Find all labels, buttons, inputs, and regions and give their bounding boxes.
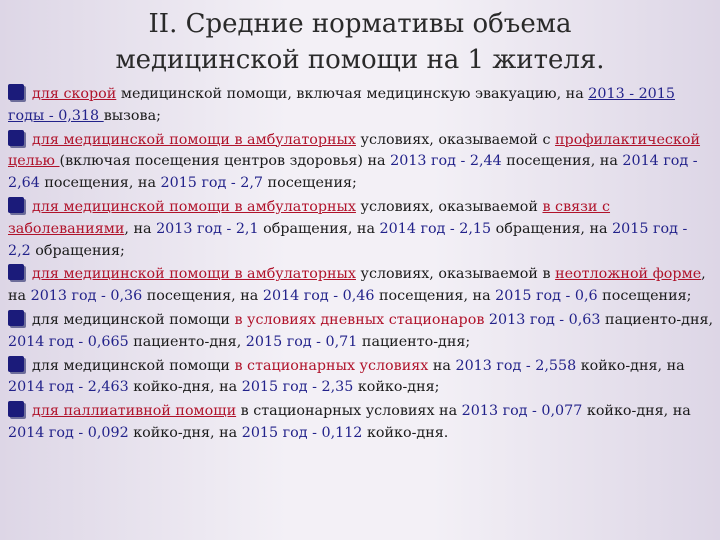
text-run: для медицинской помощи (32, 357, 235, 374)
square-bullet-icon (8, 84, 24, 100)
list-item (8, 130, 714, 195)
list-item (8, 197, 714, 262)
list-item (8, 264, 714, 308)
text-run: 2014 год - 2,64 (8, 153, 698, 192)
text-run: обращения; (30, 242, 125, 259)
text-run: койко-дня, на (576, 357, 685, 374)
text-run: 2013 год - 0,63 (488, 311, 601, 328)
text-run: койко-дня. (362, 424, 449, 441)
text-run: пациенто-дня; (357, 333, 471, 350)
text-run: для медицинской помощи в амбулаторных (32, 131, 356, 148)
bullet-list (8, 84, 714, 447)
list-item-text (8, 266, 706, 304)
text-run: 2013 год - 2,44 (390, 153, 502, 170)
square-bullet-icon (8, 310, 24, 326)
text-run: для паллиативной помощи (32, 403, 237, 420)
text-run: обращения, на (491, 220, 613, 237)
text-run: условиях, оказываемой с (355, 131, 556, 148)
text-run: вызова; (103, 107, 161, 124)
square-bullet-icon (8, 356, 24, 372)
list-item-text (8, 199, 687, 259)
text-run: посещения, на (374, 288, 496, 305)
text-run: 2014 год - 2,15 (379, 220, 492, 237)
text-run: 2013 год - 2,1 (156, 220, 259, 237)
text-run: для скорой (32, 86, 117, 102)
text-run: неотложной форме (555, 266, 702, 283)
square-bullet-icon (8, 130, 24, 146)
text-run: 2015 год - 0,6 (495, 288, 598, 305)
text-run: условиях, оказываемой в (355, 266, 556, 283)
list-item (8, 401, 714, 445)
text-run: посещения, на (39, 175, 161, 192)
text-run: для медицинской помощи в амбулаторных (32, 266, 356, 283)
text-run: койко-дня; (353, 379, 440, 396)
list-item (8, 356, 714, 400)
text-run: посещения, на (142, 288, 263, 305)
list-item-text (8, 403, 691, 441)
square-bullet-icon (8, 401, 24, 417)
list-item-text (8, 358, 685, 396)
list-item (8, 84, 714, 128)
text-run: 2015 год - 2,2 (8, 220, 688, 259)
text-run: койко-дня, на (582, 403, 691, 420)
text-run: пациенто-дня, (600, 311, 714, 328)
square-bullet-icon (8, 197, 24, 213)
text-run: 2013 - 2015 годы - 0,318 (8, 86, 675, 124)
text-run: медицинской помощи, включая медицинскую эвакуацию, на (116, 86, 589, 102)
title-line-2: медицинской помощи на 1 жителя. (115, 45, 605, 75)
list-item-text (8, 132, 700, 192)
text-run: 2015 год - 2,7 (160, 175, 264, 192)
text-run: обращения, на (258, 220, 380, 237)
text-run: 2014 год - 0,665 (8, 333, 129, 350)
text-run: 2013 год - 2,558 (455, 357, 577, 374)
text-run: профилактической целью (8, 131, 701, 170)
text-run: в стационарных условиях (234, 357, 429, 374)
text-run: в стационарных условиях на (236, 403, 462, 420)
text-run: койко-дня, на (128, 379, 242, 396)
text-run: 2015 год - 0,112 (241, 424, 363, 441)
text-run: для медицинской помощи в амбулаторных (32, 198, 356, 215)
text-run: 2013 год - 0,077 (461, 403, 583, 420)
list-item-text (8, 86, 675, 124)
text-run: условиях, оказываемой (355, 198, 543, 215)
text-run: на (428, 357, 456, 374)
text-run: посещения; (263, 175, 357, 192)
text-run: посещения, на (501, 153, 623, 170)
text-run: , на (124, 220, 157, 237)
text-run: (включая посещения центров здоровья) на (59, 153, 391, 170)
text-run: 2013 год - 0,36 (30, 288, 143, 305)
title-line-1: II. Средние нормативы объема (148, 9, 572, 39)
square-bullet-icon (8, 264, 24, 280)
text-run: 2014 год - 2,463 (8, 379, 129, 396)
text-run: 2015 год - 2,35 (241, 379, 354, 396)
text-run: пациенто-дня, (128, 333, 246, 350)
text-run: 2015 год - 0,71 (245, 333, 358, 350)
text-run: для медицинской помощи (32, 311, 235, 328)
slide-title (110, 6, 610, 78)
list-item-text (8, 312, 713, 350)
text-run: в связи с заболеваниями (8, 198, 611, 237)
list-item (8, 310, 714, 354)
text-run: 2014 год - 0,092 (8, 424, 129, 441)
text-run: 2014 год - 0,46 (262, 288, 375, 305)
text-run: в условиях дневных стационаров (234, 311, 485, 328)
text-run: , на (8, 266, 706, 305)
text-run: посещения; (597, 288, 692, 305)
text-run: койко-дня, на (128, 424, 242, 441)
